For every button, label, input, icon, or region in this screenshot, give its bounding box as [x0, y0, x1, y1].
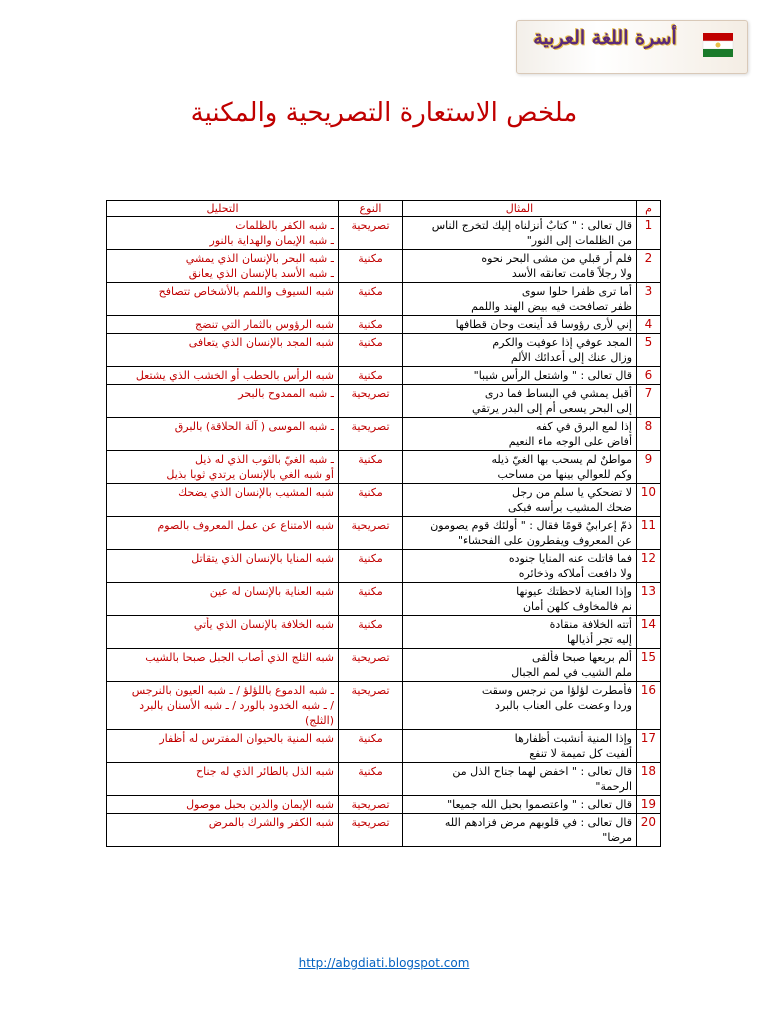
analysis-cell: [107, 283, 339, 316]
type-cell: مكنية: [339, 550, 403, 583]
example-line: فلم أر قبلي من مشى البحر نحوه: [481, 252, 632, 265]
row-number: 2: [637, 250, 661, 283]
example-line: وإذا المنية أنشبت أظفارها: [514, 732, 632, 745]
analysis-cell: [107, 217, 339, 250]
table-body: [107, 217, 661, 847]
example-cell: [403, 763, 637, 796]
analysis-line: شبه المنايا بالإنسان الذي يتقاتل: [191, 552, 334, 565]
row-number: 1: [637, 217, 661, 250]
example-cell: [403, 730, 637, 763]
table-row: [107, 550, 661, 583]
type-cell: مكنية: [339, 484, 403, 517]
analysis-line: ـ شبه الموسى ( آلة الحلاقة) بالبرق: [174, 420, 334, 433]
type-cell: مكنية: [339, 763, 403, 796]
row-number: 17: [637, 730, 661, 763]
type-cell: مكنية: [339, 451, 403, 484]
row-number: 8: [637, 418, 661, 451]
row-number: 7: [637, 385, 661, 418]
example-line: ألم بربعها صبحا فألقى: [532, 651, 632, 664]
analysis-cell: [107, 334, 339, 367]
analysis-line: شبه المشيب بالإنسان الذي يضحك: [178, 486, 334, 499]
example-cell: [403, 418, 637, 451]
example-line: إذا لمع البرق في كفه: [535, 420, 632, 433]
example-cell: [403, 334, 637, 367]
table-row: [107, 649, 661, 682]
analysis-cell: [107, 730, 339, 763]
example-line: أما ترى ظفرا حلوا سوى: [521, 285, 632, 298]
analysis-line: ـ شبه الدموع باللؤلؤ / ـ شبه العيون بالنرجس: [131, 684, 334, 697]
type-cell: مكنية: [339, 730, 403, 763]
example-line: مواطنٌ لم يسحب بها الغيّ ذيله: [491, 453, 632, 466]
example-cell: [403, 217, 637, 250]
example-line: فما قاتلت عنه المنايا جنوده: [508, 552, 632, 565]
type-cell: مكنية: [339, 250, 403, 283]
example-line: قال تعالى : " كتابٌ أنزلناه إليك لتخرج الناس: [431, 219, 632, 232]
analysis-line: (الثلج): [304, 714, 334, 727]
example-line: الرحمة": [595, 780, 632, 793]
example-cell: [403, 649, 637, 682]
example-line: أتته الخلافة منقادة: [549, 618, 632, 631]
analysis-cell: [107, 316, 339, 334]
analysis-line: ـ شبه الغيّ بالثوب الذي له ذيل: [195, 453, 334, 466]
table-row: [107, 316, 661, 334]
table-row: [107, 418, 661, 451]
table-row: [107, 517, 661, 550]
analysis-cell: [107, 616, 339, 649]
example-line: من الظلمات إلى النور": [526, 234, 632, 247]
type-cell: تصريحية: [339, 649, 403, 682]
analysis-cell: [107, 451, 339, 484]
analysis-line: شبه العناية بالإنسان له عين: [209, 585, 334, 598]
example-line: وزال عنك إلى أعدائك الألم: [510, 351, 632, 364]
analysis-line: ـ شبه الإيمان والهداية بالنور: [209, 234, 334, 247]
analysis-line: شبه الرؤوس بالثمار التي تنضج: [195, 318, 334, 331]
example-line: ولا دافعت أملاكه وذخائره: [518, 567, 632, 580]
row-number: 18: [637, 763, 661, 796]
analysis-line: شبه الرأس بالحطب أو الخشب الذي يشتعل: [135, 369, 334, 382]
row-number: 14: [637, 616, 661, 649]
example-line: ولا رجلاً قامت تعانقه الأسد: [511, 267, 632, 280]
header-number: م: [637, 201, 661, 217]
row-number: 5: [637, 334, 661, 367]
type-cell: تصريحية: [339, 814, 403, 847]
type-cell: تصريحية: [339, 682, 403, 730]
example-line: ملم الشيب في لمم الجبال: [511, 666, 632, 679]
header-analysis: التحليل: [107, 201, 339, 217]
analysis-cell: [107, 763, 339, 796]
example-cell: [403, 484, 637, 517]
example-line: ظفر تصافحت فيه بيض الهند واللمم: [471, 300, 632, 313]
analysis-line: شبه السيوف واللمم بالأشخاص تتصافح: [158, 285, 334, 298]
example-cell: [403, 250, 637, 283]
example-line: ضحك المشيب برأسه فبكى: [507, 501, 632, 514]
type-cell: مكنية: [339, 334, 403, 367]
example-cell: [403, 451, 637, 484]
flag-icon: [699, 29, 739, 63]
type-cell: مكنية: [339, 316, 403, 334]
example-cell: [403, 283, 637, 316]
analysis-cell: [107, 550, 339, 583]
analysis-line: شبه الخلافة بالإنسان الذي يأتي: [193, 618, 334, 631]
example-line: نم فالمخاوف كلهن أمان: [522, 600, 632, 613]
analysis-line: ـ شبه الكفر بالظلمات: [235, 219, 334, 232]
example-cell: [403, 316, 637, 334]
blog-link[interactable]: http://abgdiati.blogspot.com: [298, 956, 470, 970]
type-cell: تصريحية: [339, 517, 403, 550]
table-row: [107, 796, 661, 814]
analysis-line: شبه الإيمان والدين بحبل موصول: [186, 798, 334, 811]
example-line: فأمطرت لؤلؤا من نرجس وسقت: [481, 684, 632, 697]
header-example: المثال: [403, 201, 637, 217]
analysis-line: ـ شبه البحر بالإنسان الذي يمشي: [185, 252, 334, 265]
table-row: [107, 763, 661, 796]
table-row: [107, 730, 661, 763]
summary-table: [106, 200, 661, 847]
example-line: قال تعالى : " واشتعل الرأس شيبا": [473, 369, 632, 382]
type-cell: تصريحية: [339, 796, 403, 814]
row-number: 9: [637, 451, 661, 484]
analysis-cell: [107, 385, 339, 418]
type-cell: مكنية: [339, 367, 403, 385]
table-row: [107, 451, 661, 484]
row-number: 15: [637, 649, 661, 682]
type-cell: تصريحية: [339, 385, 403, 418]
example-line: أقبل يمشي في البساط فما درى: [484, 387, 632, 400]
row-number: 16: [637, 682, 661, 730]
analysis-line: ـ شبه الأسد بالإنسان الذي يعانق: [188, 267, 334, 280]
example-cell: [403, 517, 637, 550]
table-row: [107, 616, 661, 649]
table-row: [107, 682, 661, 730]
example-line: ألفيت كل تميمة لا تنفع: [529, 747, 632, 760]
analysis-line: ـ شبه الممدوح بالبحر: [238, 387, 334, 400]
table-row: [107, 283, 661, 316]
analysis-cell: [107, 250, 339, 283]
site-logo: [516, 20, 748, 74]
analysis-cell: [107, 649, 339, 682]
example-line: إليه تجر أذيالها: [567, 633, 632, 646]
table-row: [107, 250, 661, 283]
example-cell: [403, 385, 637, 418]
type-cell: تصريحية: [339, 217, 403, 250]
analysis-cell: [107, 682, 339, 730]
type-cell: مكنية: [339, 283, 403, 316]
row-number: 11: [637, 517, 661, 550]
row-number: 10: [637, 484, 661, 517]
analysis-cell: [107, 418, 339, 451]
table-row: [107, 217, 661, 250]
row-number: 19: [637, 796, 661, 814]
example-line: أفاض على الوجه ماء النعيم: [508, 435, 632, 448]
row-number: 6: [637, 367, 661, 385]
type-cell: تصريحية: [339, 418, 403, 451]
analysis-line: / ـ شبه الخدود بالورد / ـ شبه الأسنان بالبرد: [139, 699, 334, 712]
example-cell: [403, 616, 637, 649]
table-row: [107, 814, 661, 847]
table-row: [107, 583, 661, 616]
example-line: قال تعالى : " واعتصموا بحبل الله جميعا": [447, 798, 632, 811]
analysis-line: شبه الثلج الذي أصاب الجبل صبحا بالشيب: [145, 651, 334, 664]
analysis-line: شبه المجد بالإنسان الذي يتعافى: [188, 336, 334, 349]
analysis-line: شبه الامتناع عن عمل المعروف بالصوم: [157, 519, 334, 532]
example-line: المجد عوفي إذا عوفيت والكرم: [492, 336, 632, 349]
analysis-cell: [107, 796, 339, 814]
example-cell: [403, 550, 637, 583]
logo-text: أسرة اللغة العربية: [533, 27, 677, 49]
table-row: [107, 385, 661, 418]
page-title: ملخص الاستعارة التصريحية والمكنية: [190, 98, 578, 128]
table-row: [107, 334, 661, 367]
example-cell: [403, 796, 637, 814]
analysis-cell: [107, 814, 339, 847]
example-line: وإذا العناية لاحظتك عيونها: [516, 585, 632, 598]
example-line: وكم للعوالي بينها من مساحب: [497, 468, 632, 481]
row-number: 4: [637, 316, 661, 334]
table-row: [107, 367, 661, 385]
example-cell: [403, 682, 637, 730]
type-cell: مكنية: [339, 616, 403, 649]
example-line: وردا وعضت على العناب بالبرد: [495, 699, 632, 712]
analysis-cell: [107, 367, 339, 385]
analysis-cell: [107, 583, 339, 616]
example-line: مرضا": [602, 831, 632, 844]
example-cell: [403, 367, 637, 385]
row-number: 13: [637, 583, 661, 616]
example-line: قال تعالى : " اخفض لهما جناح الذل من: [452, 765, 632, 778]
row-number: 20: [637, 814, 661, 847]
analysis-line: شبه الكفر والشرك بالمرض: [208, 816, 334, 829]
example-cell: [403, 583, 637, 616]
analysis-line: شبه المنية بالحيوان المفترس له أظفار: [159, 732, 334, 745]
example-line: لا تضحكي يا سلم من رجل: [511, 486, 632, 499]
example-cell: [403, 814, 637, 847]
analysis-line: أو شبه الغي بالإنسان يرتدي ثوبا بذيل: [166, 468, 334, 481]
example-line: إني لأرى رؤوسا قد أينعت وحان قطافها: [455, 318, 632, 331]
row-number: 3: [637, 283, 661, 316]
example-line: قال تعالى : في قلوبهم مرض فزادهم الله: [444, 816, 632, 829]
example-line: ذمّ إعرابيٌ قومًا فقال : " أولئك قوم يصومون: [430, 519, 632, 532]
analysis-line: شبه الذل بالطائر الذي له جناح: [196, 765, 334, 778]
example-line: إلى البحر يسعى أم إلى البدر يرتقي: [472, 402, 632, 415]
example-line: عن المعروف ويفطرون على الفحشاء": [457, 534, 632, 547]
table-row: [107, 484, 661, 517]
analysis-cell: [107, 484, 339, 517]
type-cell: مكنية: [339, 583, 403, 616]
analysis-cell: [107, 517, 339, 550]
table-header-row: [107, 201, 661, 217]
header-type: النوع: [339, 201, 403, 217]
row-number: 12: [637, 550, 661, 583]
